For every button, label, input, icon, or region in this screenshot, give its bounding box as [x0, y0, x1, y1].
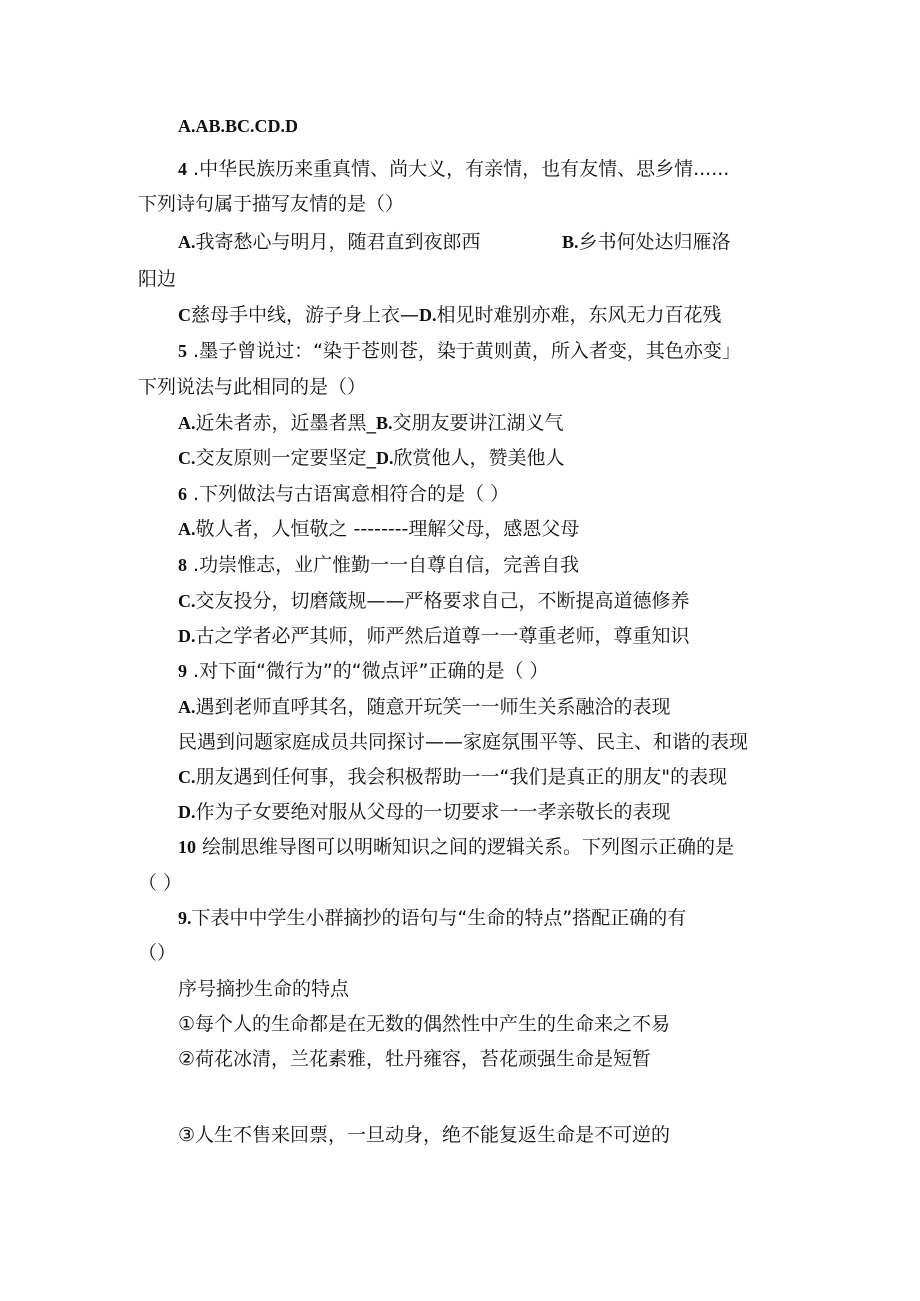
question-6-option-b: 8 .功崇惟志，业广惟勤一一自尊自信，完善自我 — [178, 554, 580, 576]
question-6-stem: 6 .下列做法与古语寓意相符合的是（ ） — [178, 483, 510, 505]
question-6-option-d: D.古之学者必严其师，师严然后道尊一一尊重老师，尊重知识 — [178, 625, 690, 647]
question-6-option-c: C.交友投分，切磨箴规——严格要求自己，不断提高道德修养 — [178, 590, 690, 612]
question-5-stem-cont: 下列说法与此相同的是（） — [138, 376, 367, 398]
answer-options-line: A.AB.BC.CD.D — [178, 116, 299, 136]
question-9-option-b: 民遇到问题家庭成员共同探讨——家庭氛围平等、民主、和谐的表现 — [178, 731, 749, 753]
question-table-stem: 9.下表中中学生小群摘抄的语句与“生命的特点”搭配正确的有 — [178, 907, 687, 929]
question-4-option-b-cont: 阳边 — [138, 268, 177, 290]
question-4-stem-cont: 下列诗句属于描写友情的是（） — [138, 193, 405, 215]
table-row-2: ②荷花冰清，兰花素雅，牡丹雍容，苔花顽强生命是短暂 — [178, 1048, 652, 1070]
question-4-option-a: A.我寄愁心与明月，随君直到夜郎西 — [178, 231, 481, 253]
question-5-stem: 5 .墨子曾说过：“染于苍则苍，染于黄则黄，所入者变，其色亦变」 — [178, 340, 741, 362]
question-10-stem: 10 绘制思维导图可以明晰知识之间的逻辑关系。下列图示正确的是 — [178, 836, 735, 858]
question-9-option-c: C.朋友遇到任何事，我会积极帮助一一“我们是真正的朋友"的表现 — [178, 766, 728, 788]
question-4-option-c-d: C慈母手中线，游子身上衣—D.相见时难别亦难，东风无力百花残 — [178, 304, 722, 326]
question-6-option-a: A.敬人者，人恒敬之 --------理解父母，感恩父母 — [178, 518, 580, 540]
table-row-3: ③人生不售来回票，一旦动身，绝不能复返生命是不可逆的 — [178, 1124, 671, 1146]
question-10-answer-bracket: （ ） — [138, 872, 183, 894]
question-5-option-a-b: A.近朱者赤，近墨者黑_B.交朋友要讲江湖义气 — [178, 412, 564, 434]
table-header-row: 序号摘抄生命的特点 — [178, 978, 350, 1000]
table-row-1: ①每个人的生命都是在无数的偶然性中产生的生命来之不易 — [178, 1013, 671, 1035]
question-9-stem: 9 .对下面“微行为”的“微点评”正确的是（ ） — [178, 660, 549, 682]
question-table-answer-bracket: （） — [138, 942, 177, 964]
question-9-option-a: A.遇到老师直呼其名，随意开玩笑一一师生关系融洽的表现 — [178, 696, 671, 718]
question-5-option-c-d: C.交友原则一定要坚定_D.欣赏他人，赞美他人 — [178, 447, 565, 469]
question-4-option-b: B.乡书何处达归雁洛 — [562, 231, 731, 253]
question-9-option-d: D.作为子女要绝对服从父母的一切要求一一孝亲敬长的表现 — [178, 801, 671, 823]
question-4-stem: 4 .中华民族历来重真情、尚大义，有亲情，也有友情、思乡情...... — [178, 158, 730, 180]
